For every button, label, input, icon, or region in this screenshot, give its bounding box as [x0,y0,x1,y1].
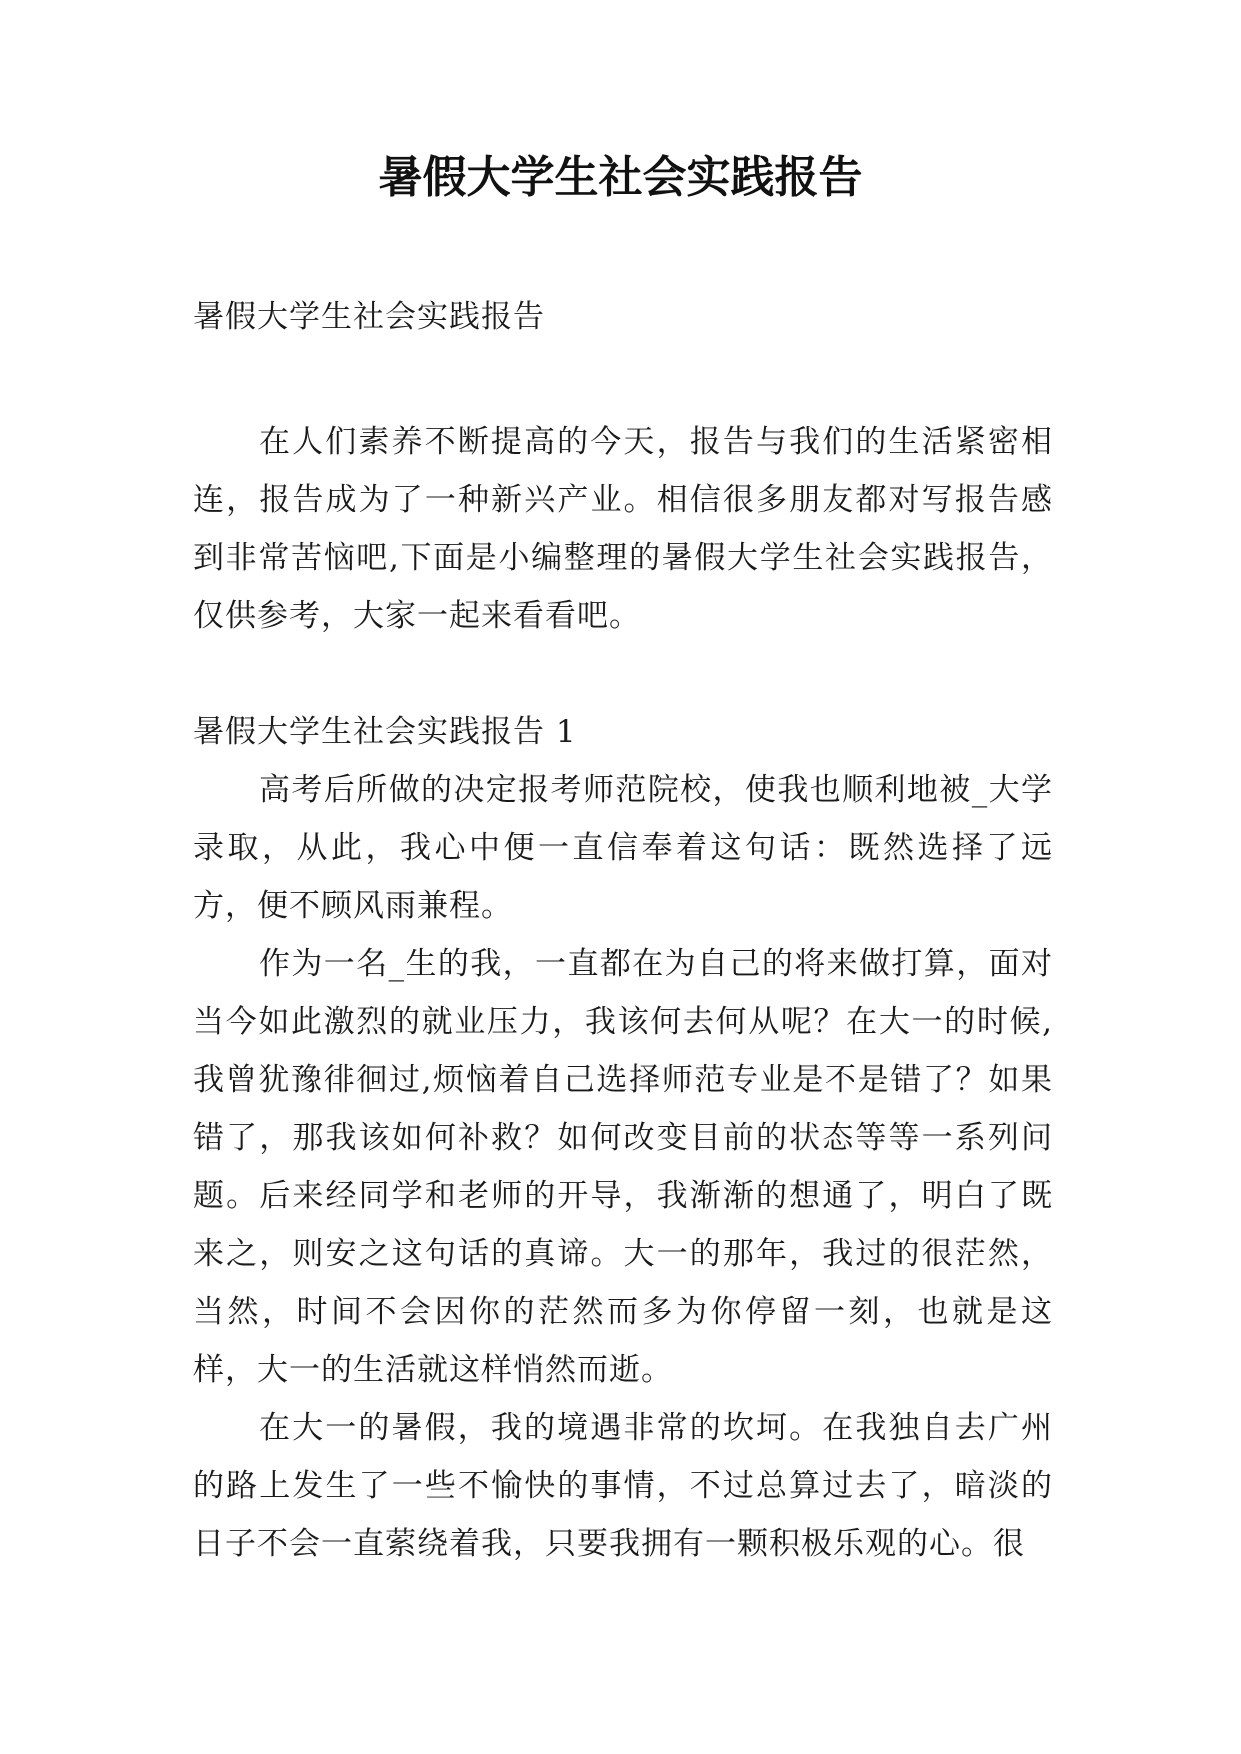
body-paragraph: 在大一的暑假，我的境遇非常的坎坷。在我独自去广州的路上发生了一些不愉快的事情，不过总算过去了，暗淡的日子不会一直萦绕着我，只要我拥有一颗积极乐观的心。很 [193,1410,1053,1562]
document-body [193,288,1053,1573]
body-paragraph: 作为一名_生的我，一直都在为自己的将来做打算，面对当今如此激烈的就业压力，我该何去何从呢？在大一的时候,我曾犹豫徘徊过,烦恼着自己选择师范专业是不是错了？如果错了，那我该如何补救？如何改变目前的状态等等一系列问题。后来经同学和老师的开导，我渐渐的想通了，明白了既来之，则安之这句话的真谛。大一的那年，我过的很茫然，当然，时间不会因你的茫然而多为你停留一刻，也就是这样，大一的生活就这样悄然而逝。 [193,946,1053,1388]
document-title: 暑假大学生社会实践报告 [378,152,863,203]
spacer [193,645,1053,703]
document-subtitle: 暑假大学生社会实践报告 [193,299,545,335]
section-heading: 暑假大学生社会实践报告 1 [193,714,577,750]
body-paragraph: 高考后所做的决定报考师范院校，使我也顺利地被_大学录取，从此，我心中便一直信奉着这句话：既然选择了远方，便不顾风雨兼程。 [193,772,1053,924]
spacer [193,346,1053,413]
intro-paragraph: 在人们素养不断提高的今天，报告与我们的生活紧密相连，报告成为了一种新兴产业。相信很多朋友都对写报告感到非常苦恼吧,下面是小编整理的暑假大学生社会实践报告，仅供参考，大家一起来看看吧。 [193,424,1053,634]
